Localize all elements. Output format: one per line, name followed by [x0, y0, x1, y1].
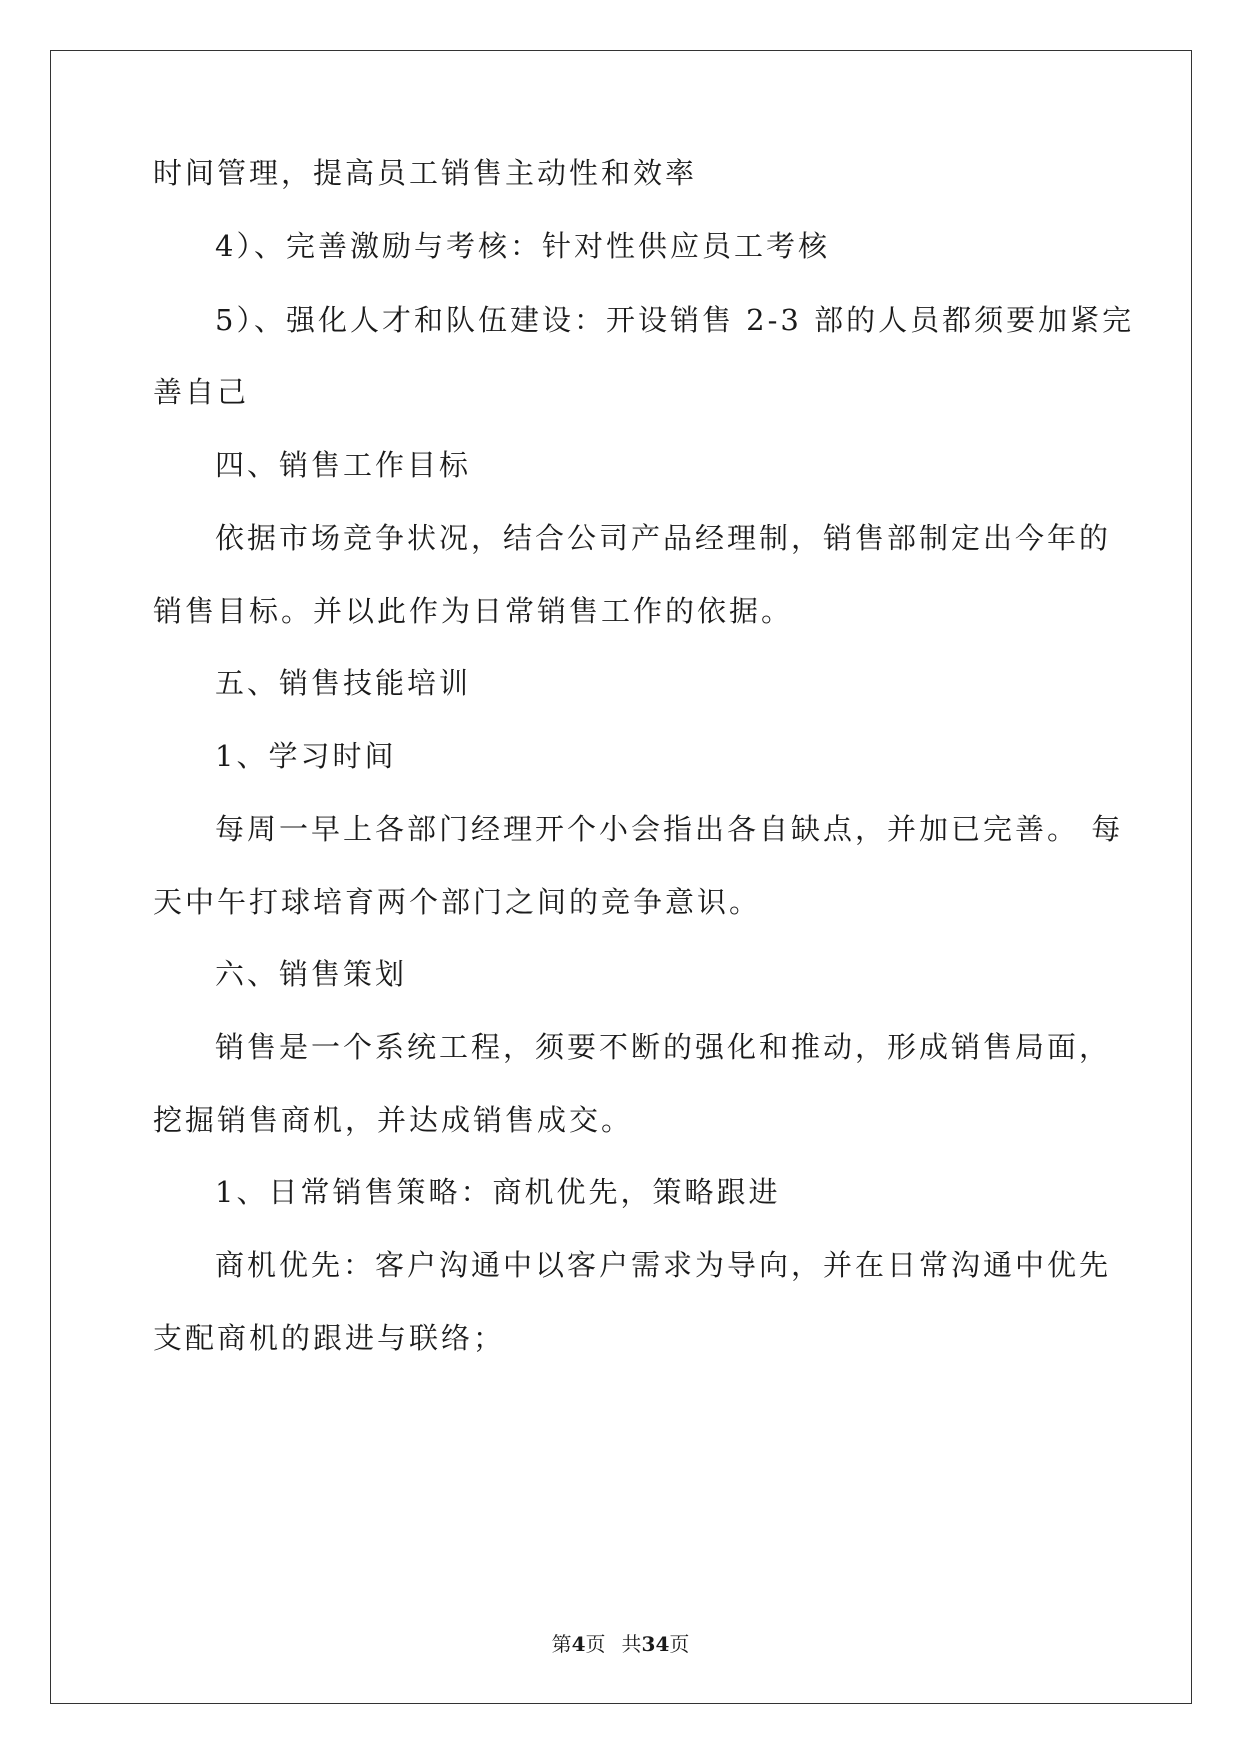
text-line: 商机优先：客户沟通中以客户需求为导向，并在日常沟通中优先 [215, 1248, 1112, 1282]
page-border [50, 50, 1192, 1704]
page-number: 4 [571, 1632, 586, 1656]
subsection-heading: 1、日常销售策略：商机优先，策略跟进 [215, 1175, 781, 1209]
text-line: 挖掘销售商机，并达成销售成交。 [153, 1103, 634, 1137]
section-heading: 四、销售工作目标 [215, 448, 472, 482]
page-footer [0, 1630, 1241, 1658]
text-line: 4）、完善激励与考核：针对性供应员工考核 [215, 229, 830, 263]
section-heading: 五、销售技能培训 [215, 666, 472, 700]
page-prefix: 第 [551, 1632, 572, 1656]
text-line: 天中午打球培育两个部门之间的竞争意识。 [153, 885, 762, 919]
text-line: 善自己 [153, 375, 250, 409]
total-pages: 34 [641, 1632, 670, 1656]
text-line: 依据市场竞争状况，结合公司产品经理制，销售部制定出今年的 [215, 521, 1112, 555]
text-line: 时间管理，提高员工销售主动性和效率 [153, 156, 698, 190]
subsection-heading: 1、学习时间 [215, 739, 397, 773]
text-line: 销售是一个系统工程，须要不断的强化和推动，形成销售局面， [215, 1030, 1112, 1064]
page-suffix: 页 [585, 1632, 606, 1656]
text-line: 销售目标。并以此作为日常销售工作的依据。 [153, 594, 794, 628]
text-line: 5）、强化人才和队伍建设：开设销售 2-3 部的人员都须要加紧完 [215, 303, 1135, 337]
section-heading: 六、销售策划 [215, 957, 408, 991]
text-line: 支配商机的跟进与联络； [153, 1321, 506, 1355]
total-suffix: 页 [669, 1632, 690, 1656]
total-prefix: 共 [621, 1632, 642, 1656]
text-line: 每周一早上各部门经理开个小会指出各自缺点，并加已完善。 每 [215, 812, 1124, 846]
